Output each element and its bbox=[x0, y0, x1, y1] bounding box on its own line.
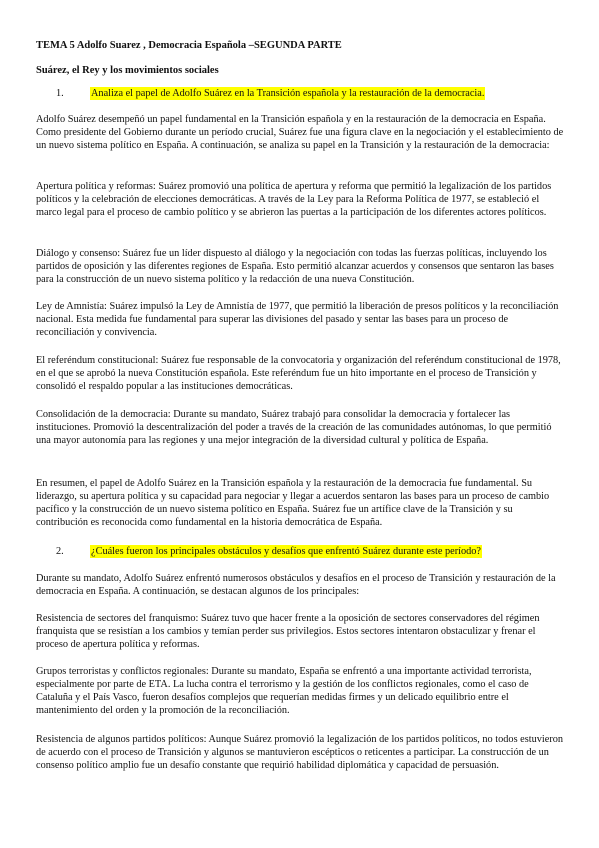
paragraph-referendum: El referéndum constitucional: Suárez fue responsable de la convocatoria y organización del referéndum constitucional de 1978, en el que se aprobó la nueva Constitución española. Este referéndum fue un hito importante en el proceso de Transición y consolidó el respaldo popular a las instituciones democráticas. bbox=[36, 355, 561, 393]
question-1-number: 1. bbox=[56, 88, 64, 99]
document-title: TEMA 5 Adolfo Suarez , Democracia Española –SEGUNDA PARTE bbox=[36, 40, 342, 51]
paragraph-partidos-politicos: Resistencia de algunos partidos políticos: Aunque Suárez promovió la legalización de los partidos políticos, no todos estuvieron de acuerdo con el proceso de Transición y algunos se mantuvieron escépticos o reticentes a participar. La construcción de un consenso político amplio fue un desafío constante que requirió habilidad diplomática y capacidad de persuasión. bbox=[36, 734, 564, 772]
paragraph-resistencia-franquismo: Resistencia de sectores del franquismo: Suárez tuvo que hacer frente a la oposición de sectores conservadores del régimen franquista que se resistían a los cambios y temían perder sus privilegios. Estos sectores intentaron obstaculizar y frenar el proceso de apertura política y reformas. bbox=[36, 613, 540, 651]
paragraph-ley-amnistia: Ley de Amnistía: Suárez impulsó la Ley de Amnistía de 1977, que permitió la liberación de presos políticos y la reconciliación nacional. Esta medida fue fundamental para superar las divisiones del pasado y sentar las bases para un proceso de reconciliación y convivencia. bbox=[36, 301, 559, 339]
paragraph-resumen: En resumen, el papel de Adolfo Suárez en la Transición española y la restauración de la democracia fue fundamental. Su liderazgo, su apertura política y su capacidad para negociar y llegar a acuerdos sentaron las bases para un proceso de cambio pacífico y la construcción de un nuevo sistema político en España. Suárez fue un artífice clave de la Transición y su contribución es reconocida como fundamental en la historia democrática de España. bbox=[36, 478, 550, 529]
paragraph-apertura-politica: Apertura política y reformas: Suárez promovió una política de apertura y reforma que permitió la legalización de los partidos políticos y la celebración de elecciones democráticas. A través de la Ley para la Reforma Política de 1977, se estableció el marco legal para el proceso de cambio político y se abrieron las puertas a la participación de los diferentes actores políticos. bbox=[36, 181, 552, 219]
paragraph-intro: Adolfo Suárez desempeñó un papel fundamental en la Transición española y en la restauración de la democracia en España. Como presidente del Gobierno durante un período crucial, Suárez fue una figura clave en la negociación y el establecimiento de un nuevo sistema político en España. A continuación, se analiza su papel en la Transición y la restauración de la democracia: bbox=[36, 114, 564, 152]
section-subtitle: Suárez, el Rey y los movimientos sociales bbox=[36, 65, 219, 76]
paragraph-consolidacion: Consolidación de la democracia: Durante su mandato, Suárez trabajó para consolidar la democracia y fortalecer las instituciones. Promovió la descentralización del poder a través de la creación de las comunidades autónomas, lo que permitió una mayor autonomía para las regiones y una mejor integración de la diversidad cultural y política de España. bbox=[36, 409, 552, 447]
question-2-number: 2. bbox=[56, 546, 64, 557]
paragraph-obstaculos-intro: Durante su mandato, Adolfo Suárez enfrentó numerosos obstáculos y desafíos en el proceso de Transición y restauración de la democracia en España. A continuación, se destacan algunos de los principales: bbox=[36, 573, 556, 598]
question-1-highlighted-text: Analiza el papel de Adolfo Suárez en la Transición española y la restauración de la democracia. bbox=[91, 88, 485, 99]
paragraph-terrorismo: Grupos terroristas y conflictos regionales: Durante su mandato, España se enfrentó a una importante actividad terrorista, especialmente por parte de ETA. La lucha contra el terrorismo y la gestión de los conflictos regionales, como el caso de Cataluña y el País Vasco, fueron desafíos complejos que requerían medidas firmes y un delicado equilibrio entre el mantenimiento del orden y la promoción de la reconciliación. bbox=[36, 666, 532, 717]
paragraph-dialogo-consenso: Diálogo y consenso: Suárez fue un líder dispuesto al diálogo y la negociación con todas las fuerzas políticas, incluyendo los partidos de oposición y las diferentes regiones de España. Esto permitió alcanzar acuerdos y consensos que sentaron las bases para la construcción de un nuevo sistema político y la redacción de una nueva Constitución. bbox=[36, 248, 554, 286]
question-2-highlighted-text: ¿Cuáles fueron los principales obstáculos y desafíos que enfrentó Suárez durante este período? bbox=[91, 546, 482, 557]
